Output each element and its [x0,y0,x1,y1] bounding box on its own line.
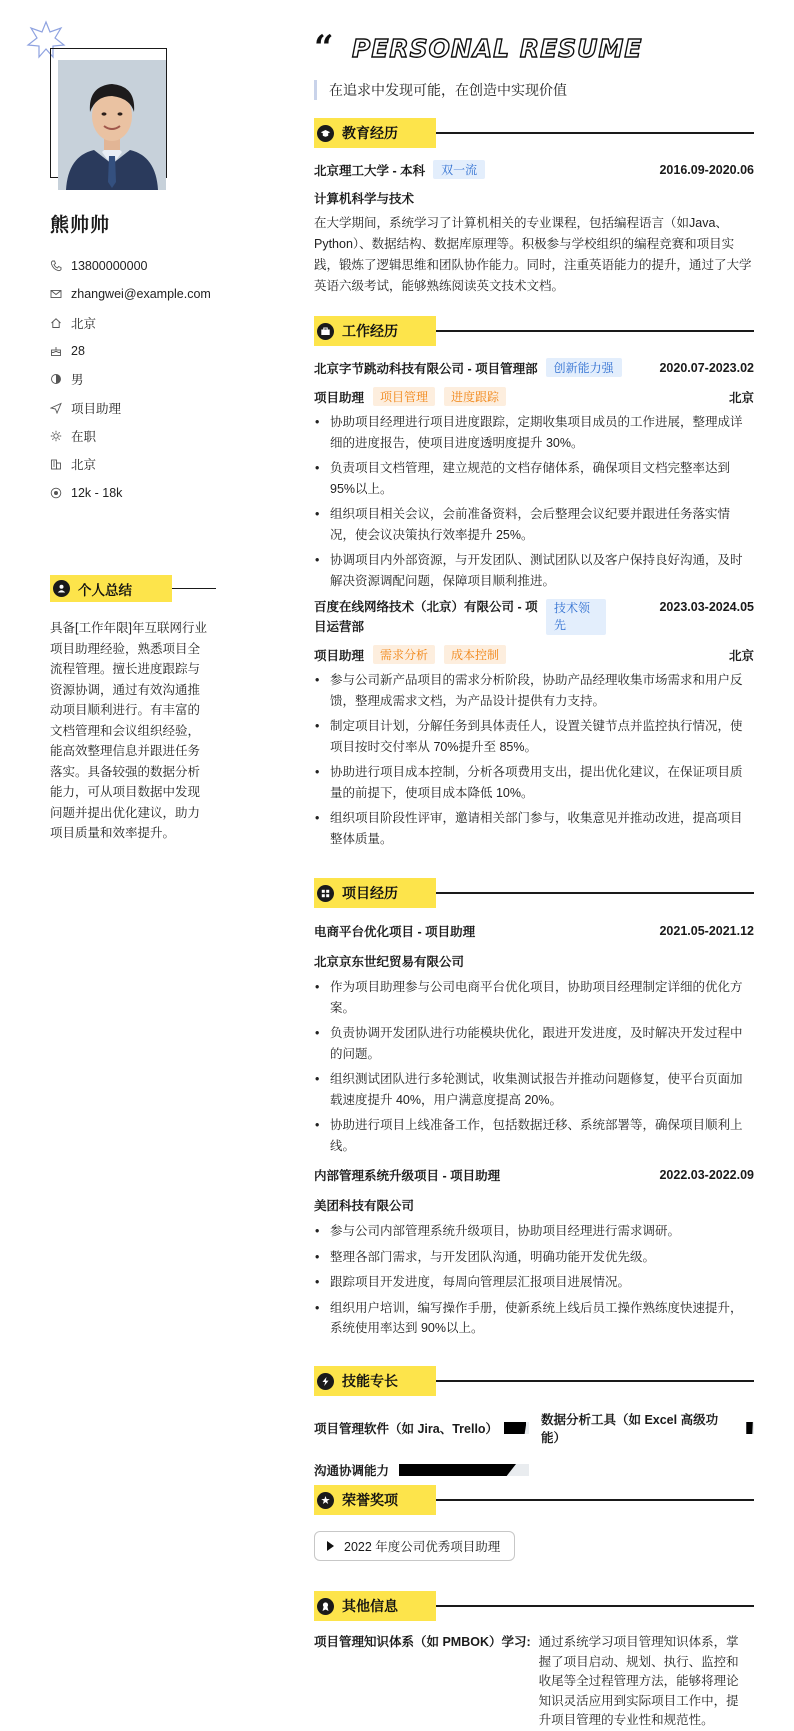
lightning-icon [317,1373,334,1390]
job-date: 2023.03-2024.05 [659,600,754,614]
info-gender-text: 男 [71,373,84,388]
graduation-cap-icon [317,125,334,142]
education-header [314,118,754,148]
skills-header [314,1366,754,1396]
list-item: • 协助进行项目成本控制，分析各项费用支出，提出优化建议，在保证项目质量的前提下，使项目成本降低 10%。 [314,762,754,803]
honors-title: 荣誉奖项 [342,1492,398,1508]
job-entry [314,358,754,591]
projects-title: 项目经历 [342,885,398,901]
info-phone-text: 13800000000 [71,259,148,274]
other-header [314,1591,754,1621]
skill-fill [399,1464,516,1476]
age-icon [50,345,62,357]
education-date: 2016.09-2020.06 [659,162,754,177]
award-label: 2022 年度公司优秀项目助理 [344,1540,501,1554]
profile-name: 熊帅帅 [50,215,111,236]
job-location: 北京 [728,648,754,663]
education-row [314,160,754,179]
project-name: 内部管理系统升级项目 - 项目助理 [314,1169,501,1183]
grid-icon [317,885,334,902]
play-icon [327,1541,334,1551]
position-icon [50,402,62,414]
project-entry [314,922,754,1156]
list-item: • 协助项目经理进行项目进度跟踪，定期收集项目成员的工作进展，整理成详细的进度报告，使项目进度透明度提升 30%。 [314,412,754,453]
home-icon [50,317,62,329]
skill-bar [504,1422,529,1434]
salary-icon [50,487,62,499]
other-section [314,1591,754,1731]
award-icon [317,1492,334,1509]
skills-section [314,1366,754,1479]
other-text: 通过系统学习项目管理知识体系，掌握了项目启动、规划、执行、监控和收尾等全过程管理方法，能够将理论知识灵活应用到实际项目工作中，提升项目管理的专业性和规范性。 [538,1635,739,1727]
job-role: 项目助理 [314,390,365,405]
other-row [314,1633,754,1731]
award-item [314,1531,515,1561]
job-company: 百度在线网络技术（北京）有限公司 - 项目运营部 [314,600,538,634]
info-gender [50,365,211,393]
job-tag: 项目管理 [373,387,435,406]
project-entry [314,1166,754,1339]
project-bullets [314,977,754,1156]
work-title: 工作经历 [342,323,398,339]
list-item: • 组织用户培训，编写操作手册，使新系统上线后员工操作熟练度快速提升，系统使用率达到 90%以上。 [314,1298,754,1339]
skills-title: 技能专长 [342,1373,398,1389]
education-title: 教育经历 [342,125,398,141]
job-header-row [314,358,754,377]
project-bullets [314,1221,754,1339]
info-email-text: zhangwei@example.com [71,287,211,302]
info-age-text: 28 [71,344,85,359]
list-item: • 协助进行项目上线准备工作，包括数据迁移、系统部署等，确保项目顺利上线。 [314,1115,754,1156]
mail-icon [50,288,62,300]
project-header-row [314,1166,754,1184]
job-bullets [314,412,754,591]
job-entry [314,597,754,849]
skill-fill [504,1422,527,1434]
honors-section [314,1485,754,1561]
list-item: • 组织测试团队进行多轮测试，收集测试报告并推动问题修复，使平台页面加载速度提升 40%，用户满意度提高 20%。 [314,1069,754,1110]
list-item: • 负责项目文档管理，建立规范的文档存储体系，确保项目文档完整率达到 95%以上。 [314,458,754,499]
list-item: • 作为项目助理参与公司电商平台优化项目，协助项目经理制定详细的优化方案。 [314,977,754,1018]
other-label: 项目管理知识体系（如 PMBOK）学习: [314,1635,531,1649]
job-company: 北京字节跳动科技有限公司 - 项目管理部 [314,361,538,376]
contact-info-list [50,252,211,507]
phone-icon [50,260,62,272]
summary-text: 具备[工作年限]年互联网行业项目助理经验，熟悉项目全流程管理。擅长进度跟踪与资源协调，通过有效沟通推动项目顺利进行。有丰富的文档管理和会议组织经验，能高效整理信息并跟进任务落实。具备较强的数据分析能力，可从项目数据中发现问题并提出优化建议，助力项目质量和效率提升。 [50,621,207,840]
gender-icon [50,373,62,385]
job-badge: 技术领先 [546,599,606,635]
list-item: • 参与公司内部管理系统升级项目，协助项目经理进行需求调研。 [314,1221,754,1242]
info-age [50,337,211,365]
avatar [58,60,166,190]
city-icon [50,458,62,470]
skill-name: 项目管理软件（如 Jira、Trello） [314,1422,499,1436]
list-item: • 制定项目计划，分解任务到具体责任人，设置关键节点并监控执行情况，使项目按时交付率从 70%提升至 85%。 [314,716,754,757]
info-home-text: 北京 [71,316,97,331]
job-tag: 成本控制 [444,645,506,664]
skill-name: 数据分析工具（如 Excel 高级功能） [540,1413,719,1445]
summary-title: 个人总结 [78,582,132,598]
briefcase-icon [317,323,334,340]
list-item: • 协调项目内外部资源，与开发团队、测试团队以及客户保持良好沟通，及时解决资源调配问题，保障项目顺利推进。 [314,550,754,591]
skill-name: 沟通协调能力 [314,1464,390,1478]
school-badge: 双一流 [433,160,485,179]
info-salary [50,478,211,506]
work-section [314,316,754,854]
project-date: 2022.03-2022.09 [659,1168,754,1182]
info-position-text: 项目助理 [71,401,122,416]
education-section [314,118,754,297]
school-name: 北京理工大学 - 本科 [314,163,426,178]
job-role: 项目助理 [314,648,365,663]
list-item: • 跟踪项目开发进度，每周向管理层汇报项目进展情况。 [314,1272,754,1293]
list-item: • 组织项目阶段性评审，邀请相关部门参与，收集意见并推动改进，提高项目整体质量。 [314,808,754,849]
job-tag: 需求分析 [373,645,435,664]
job-location: 北京 [728,390,754,405]
job-tag: 进度跟踪 [444,387,506,406]
info-home [50,309,211,337]
sidebar [0,0,230,1709]
info-phone [50,252,211,280]
skill-bar [399,1464,529,1476]
project-header-row [314,922,754,940]
project-name: 电商平台优化项目 - 项目助理 [314,925,476,939]
info-status-text: 在职 [71,429,97,444]
quote-mark: “ [314,28,334,68]
page-subtitle: 在追求中发现可能，在创造中实现价值 [314,80,567,100]
info-city-text: 北京 [71,458,97,473]
job-bullets [314,670,754,849]
list-item: • 参与公司新产品项目的需求分析阶段，协助产品经理收集市场需求和用户反馈，整理成需求文档，为产品设计提供有力支持。 [314,670,754,711]
status-icon [50,430,62,442]
info-position [50,393,211,421]
summary-header [50,575,216,602]
project-company: 北京京东世纪贸易有限公司 [314,955,465,969]
info-status [50,422,211,450]
education-description: 在大学期间，系统学习了计算机相关的专业课程，包括编程语言（如Java、Python）、数据结构、数据库原理等。积极参与学校组织的编程竞赛和项目实践，锻炼了逻辑思维和团队协作能力。同时，注重英语能力的提升，通过了大学英语六级考试，能够熟练阅读英文技术文档。 [314,216,752,293]
work-header [314,316,754,346]
project-date: 2021.05-2021.12 [659,924,754,938]
other-title: 其他信息 [342,1598,398,1614]
honors-header [314,1485,754,1515]
info-city [50,450,211,478]
info-email [50,280,211,308]
job-role-row [314,387,754,406]
list-item: • 负责协调开发团队进行功能模块优化，跟进开发进度，及时解决开发过程中的问题。 [314,1023,754,1064]
list-item: • 整理各部门需求，与开发团队沟通，明确功能开发优先级。 [314,1247,754,1268]
list-item: • 组织项目相关会议，会前准备资料，会后整理会议纪要并跟进任务落实情况，使会议决策执行效率提升 25%。 [314,504,754,545]
skills-row [314,1461,754,1479]
award-ribbon-icon [317,1598,334,1615]
summary-section [50,575,216,844]
job-badge: 创新能力强 [546,358,622,377]
info-salary-text: 12k - 18k [71,485,123,500]
job-date: 2020.07-2023.02 [659,360,754,375]
user-icon [53,580,70,597]
skills-row [314,1410,754,1446]
page-title: PERSONAL RESUME [352,34,643,63]
education-major: 计算机科学与技术 [314,192,415,206]
projects-section [314,878,754,1344]
skill-fill [746,1422,753,1434]
job-header-row [314,597,754,637]
skill-bar [746,1422,754,1434]
project-company: 美团科技有限公司 [314,1199,415,1213]
projects-header [314,878,754,908]
job-role-row [314,645,754,664]
